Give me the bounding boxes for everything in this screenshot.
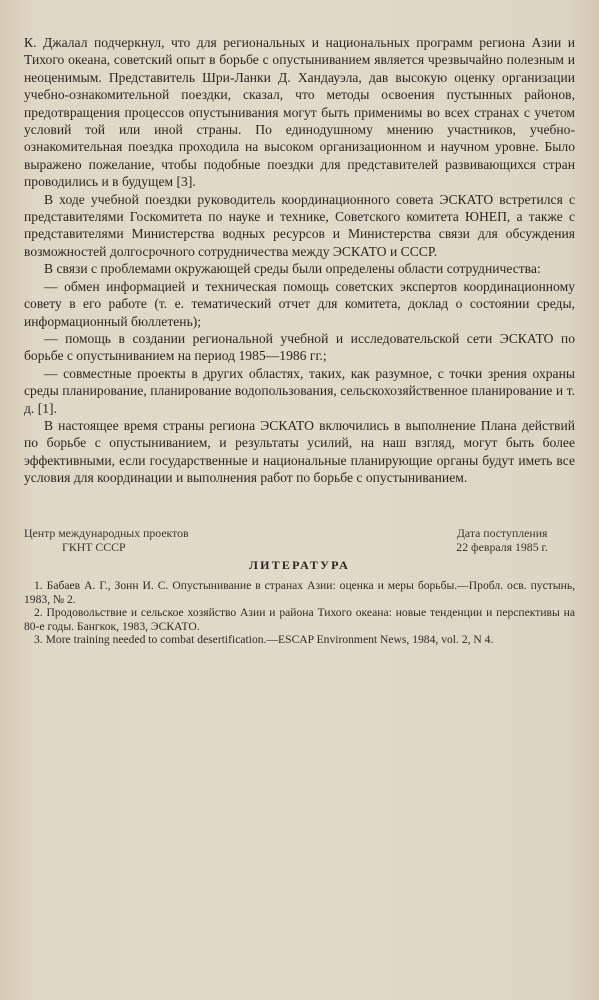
paragraph: В настоящее время страны региона ЭСКАТО включились в выполнение Плана действий по борьбе с опустыниванием, и результаты усилий, на наш взгляд, могут быть более эффективными, если государственные и национальные планирующие органы будут иметь все условия для координации и выполнения работ по борьбе с опустыниванием.	[24, 417, 575, 486]
reference-item: 1. Бабаев А. Г., Зонн И. С. Опустынивание в странах Азии: оценка и меры борьбы.—Пробл. осв. пустынь, 1983, № 2.	[24, 579, 575, 606]
received-label: Дата поступления	[456, 526, 548, 540]
paragraph: В связи с проблемами окружающей среды были определены области сотрудничества:	[44, 261, 541, 277]
literature-heading: ЛИТЕРАТУРА	[249, 558, 350, 572]
reference-item: 2. Продовольствие и сельское хозяйство Азии и района Тихого океана: новые тенденции и перспективы на 80-е годы. Бангкок, 1983, ЭСКАТО.	[24, 606, 575, 633]
received-date	[456, 526, 548, 554]
affiliation	[24, 526, 284, 554]
paragraph: В ходе учебной поездки руководитель координационного совета ЭСКАТО встретился с представителями Госкомитета по науке и технике, Советского комитета ЮНЕП, а также с представителями Министерства водных ресурсов и Министерства связи для обсуждения возможностей долгосрочного сотрудничества между ЭСКАТО и СССР.	[24, 191, 575, 259]
affiliation-line: ГКНТ СССР	[62, 540, 126, 554]
affiliation-line: Центр международных проектов	[24, 526, 189, 540]
paragraph: К. Джалал подчеркнул, что для региональных и национальных программ региона Азии и Тихого океана, советский опыт в борьбе с опустыниванием является чрезвычайно полезным и неоценимым. Представитель Шри-Ланки Д. Хандауэла, дав высокую оценку организации учебно-ознакомительной поездки, сказал, что методы освоения пустынных районов, предотвращения процессов опустынивания могут быть применимы во всех странах с учетом условий той или иной страны. По единодушному мнению участников, учебно-ознакомительная поездка проходила на высоком организационном и научном уровне. Было выражено пожелание, чтобы подобные поездки для представителей развивающихся стран проводились и в будущем [3].	[24, 35, 575, 190]
reference-item: 3. More training needed to combat desertification.—ESCAP Environment News, 1984, vol. 2, N 4.	[34, 633, 494, 647]
article-body	[24, 34, 575, 487]
list-item: — обмен информацией и техническая помощь советских экспертов координационному совету в его работе (т. е. тематический отчет для комитета, доклад о состоянии среды, информационный бюллетень);	[24, 278, 575, 329]
list-item: — совместные проекты в других областях, таких, как разумное, с точки зрения охраны среды планирование, планирование водопользования, сельскохозяйственное планирование и т. д. [1].	[24, 365, 575, 416]
received-value: 22 февраля 1985 г.	[456, 540, 548, 554]
reference-list	[24, 579, 575, 647]
list-item: — помощь в создании региональной учебной и исследовательской сети ЭСКАТО по борьбе с опустыниванием на период 1985—1986 гг.;	[24, 330, 575, 364]
